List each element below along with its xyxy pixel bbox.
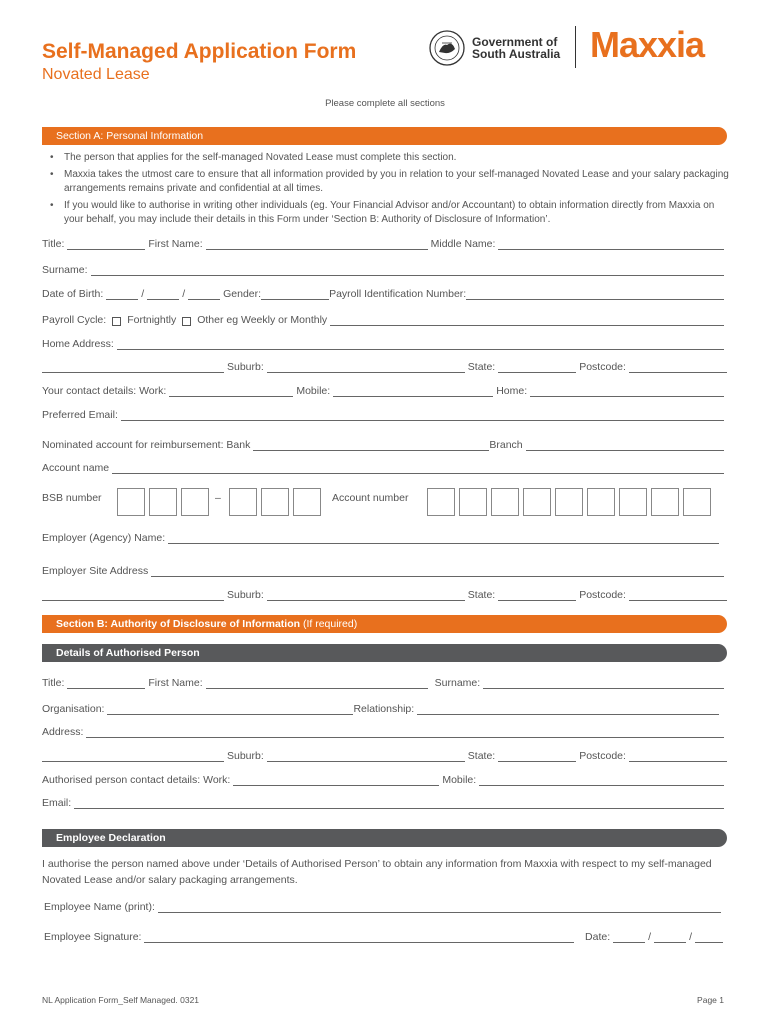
postcode-field[interactable]	[629, 361, 727, 373]
middle-name-label: Middle Name:	[430, 238, 496, 250]
account-name-row	[42, 462, 727, 474]
surname-field[interactable]	[91, 264, 724, 276]
declaration-text: I authorise the person named above under ‘Details of Authorised Person’ to obtain any information from Maxxia with respect to my self-managed Novated Lease and/or salary packaging arrangements.	[42, 858, 712, 886]
other-cycle-checkbox[interactable]	[182, 317, 191, 326]
date-day-field[interactable]	[613, 931, 645, 943]
middle-name-field[interactable]	[498, 238, 724, 250]
section-b-heading-text: Section B: Authority of Disclosure of Information	[56, 618, 301, 630]
footer-page-number: Page 1	[697, 995, 724, 1005]
auth-title-label: Title:	[42, 677, 65, 689]
title-field[interactable]	[67, 238, 145, 250]
government-line-2: South Australia	[472, 47, 561, 61]
auth-contact-work-label: Authorised person contact details: Work:	[42, 774, 231, 786]
employer-suburb-field[interactable]	[267, 589, 465, 601]
date-separator: /	[648, 931, 652, 943]
mobile-field[interactable]	[333, 385, 493, 397]
bsb-digit-box[interactable]	[181, 488, 209, 516]
bank-field[interactable]	[253, 439, 489, 451]
contact-row	[42, 385, 727, 397]
date-year-field[interactable]	[695, 931, 723, 943]
auth-address-label: Address:	[42, 726, 84, 738]
auth-first-name-label: First Name:	[148, 677, 203, 689]
payroll-cycle-row	[42, 314, 727, 326]
employer-postcode-field[interactable]	[629, 589, 727, 601]
first-name-field[interactable]	[206, 238, 428, 250]
dob-month-field[interactable]	[147, 288, 179, 300]
dob-separator: /	[182, 288, 186, 300]
surname-label: Surname:	[42, 264, 88, 276]
declaration-heading-text: Employee Declaration	[56, 832, 166, 844]
auth-first-name-field[interactable]	[206, 677, 428, 689]
form-title: Self-Managed Application Form	[42, 40, 357, 63]
government-logo-text	[472, 36, 560, 60]
fortnightly-label: Fortnightly	[127, 314, 177, 326]
home-address-row	[42, 338, 727, 350]
account-name-field[interactable]	[112, 462, 724, 474]
email-field[interactable]	[121, 409, 724, 421]
gender-label: Gender:	[223, 288, 262, 300]
employer-field[interactable]	[168, 532, 719, 544]
declaration-heading	[42, 829, 727, 847]
home-phone-field[interactable]	[530, 385, 724, 397]
bsb-digit-box[interactable]	[293, 488, 321, 516]
auth-suburb-field[interactable]	[267, 750, 465, 762]
dob-row	[42, 288, 727, 300]
section-b-heading	[42, 615, 727, 633]
first-name-label: First Name:	[148, 238, 203, 250]
maxxia-logo: Maxxia	[590, 24, 705, 65]
signature-row	[44, 931, 723, 943]
auth-title-field[interactable]	[67, 677, 145, 689]
form-subtitle: Novated Lease	[42, 66, 150, 83]
bank-label: Nominated account for reimbursement: Bank	[42, 439, 251, 451]
home-address-label: Home Address:	[42, 338, 114, 350]
dob-year-field[interactable]	[188, 288, 220, 300]
bullet-item: • If you would like to authorise in writing other individuals (eg. Your Financial Advisor and/or Accountant) to obtain information directly from Maxxia on your behalf, you may include their details in this Form under ‘Section B: Authority of Disclosure of Information’.	[50, 199, 730, 228]
suburb-label: Suburb:	[227, 361, 264, 373]
postcode-label: Postcode:	[579, 750, 626, 762]
other-cycle-label: Other eg Weekly or Monthly	[197, 314, 328, 326]
employee-name-label: Employee Name (print):	[44, 901, 155, 913]
organisation-field[interactable]	[107, 703, 353, 715]
account-digit-box[interactable]	[555, 488, 583, 516]
section-a-bullets	[50, 151, 730, 230]
branch-field[interactable]	[526, 439, 724, 451]
auth-surname-field[interactable]	[483, 677, 724, 689]
gender-field[interactable]	[261, 288, 329, 300]
auth-state-field[interactable]	[498, 750, 576, 762]
auth-email-label: Email:	[42, 797, 72, 809]
bsb-digit-box[interactable]	[117, 488, 145, 516]
other-cycle-field[interactable]	[330, 314, 724, 326]
email-label: Preferred Email:	[42, 409, 118, 421]
employer-site-label: Employer Site Address	[42, 565, 149, 577]
employer-site-row	[42, 565, 727, 577]
state-field[interactable]	[498, 361, 576, 373]
surname-row	[42, 264, 727, 276]
suburb-row	[42, 361, 727, 373]
relationship-field[interactable]	[417, 703, 719, 715]
account-name-label: Account name	[42, 462, 110, 474]
home-address-field[interactable]	[117, 338, 724, 350]
footer-form-code: NL Application Form_Self Managed. 0321	[42, 995, 200, 1005]
payroll-id-field[interactable]	[466, 288, 724, 300]
contact-work-label: Your contact details: Work:	[42, 385, 167, 397]
government-line-1: Government of	[472, 35, 558, 49]
dob-separator: /	[141, 288, 145, 300]
fortnightly-checkbox[interactable]	[112, 317, 121, 326]
postcode-label: Postcode:	[579, 361, 626, 373]
employer-row	[42, 532, 722, 544]
payroll-id-label: Payroll Identification Number:	[329, 288, 467, 300]
bsb-digit-box[interactable]	[229, 488, 257, 516]
payroll-cycle-label: Payroll Cycle:	[42, 314, 107, 326]
account-digit-box[interactable]	[427, 488, 455, 516]
section-a-heading-text: Section A: Personal Information	[56, 130, 204, 142]
auth-name-row	[42, 677, 727, 689]
account-digit-box[interactable]	[459, 488, 487, 516]
employer-state-field[interactable]	[498, 589, 576, 601]
auth-surname-label: Surname:	[434, 677, 481, 689]
bsb-digit-box[interactable]	[149, 488, 177, 516]
employee-name-row	[44, 901, 724, 913]
logo-divider	[575, 26, 576, 68]
date-label: Date:	[585, 931, 611, 943]
auth-suburb-row	[42, 750, 727, 762]
signature-label: Employee Signature:	[44, 931, 142, 943]
postcode-label: Postcode:	[579, 589, 626, 601]
suburb-label: Suburb:	[227, 589, 264, 601]
auth-postcode-field[interactable]	[629, 750, 727, 762]
dob-label: Date of Birth:	[42, 288, 104, 300]
state-label: State:	[467, 361, 496, 373]
section-a-heading	[42, 127, 727, 145]
account-digit-box[interactable]	[651, 488, 679, 516]
signature-field[interactable]	[144, 931, 574, 943]
authorised-person-heading	[42, 644, 727, 662]
work-phone-field[interactable]	[169, 385, 293, 397]
account-digit-box[interactable]	[683, 488, 711, 516]
auth-contact-row	[42, 774, 727, 786]
email-row	[42, 409, 727, 421]
date-month-field[interactable]	[654, 931, 686, 943]
title-label: Title:	[42, 238, 65, 250]
auth-work-phone-field[interactable]	[233, 774, 439, 786]
auth-mobile-label: Mobile:	[442, 774, 477, 786]
account-number-label: Account number	[332, 492, 409, 504]
authorised-person-heading-text: Details of Authorised Person	[56, 647, 200, 659]
employer-site-field[interactable]	[151, 565, 724, 577]
auth-mobile-field[interactable]	[479, 774, 724, 786]
name-row	[42, 238, 727, 250]
suburb-field[interactable]	[267, 361, 465, 373]
relationship-label: Relationship:	[353, 703, 415, 715]
auth-address-line-field[interactable]	[42, 750, 224, 762]
employer-address-line-field[interactable]	[42, 589, 224, 601]
mobile-label: Mobile:	[296, 385, 331, 397]
auth-address-field[interactable]	[86, 726, 724, 738]
bullet-item: • The person that applies for the self-managed Novated Lease must complete this section.	[50, 151, 730, 166]
date-separator: /	[689, 931, 692, 943]
account-digit-box[interactable]	[491, 488, 519, 516]
account-digit-box[interactable]	[587, 488, 615, 516]
bullet-item: • Maxxia takes the utmost care to ensure that all information provided by you in relation to your self-managed Novated Lease and your salary packaging arrangements remains private and confidential at all times.	[50, 168, 730, 197]
bsb-dash: –	[215, 492, 221, 504]
dob-day-field[interactable]	[106, 288, 138, 300]
state-label: State:	[467, 750, 496, 762]
sa-government-crest-icon	[428, 29, 466, 67]
bsb-digit-box[interactable]	[261, 488, 289, 516]
suburb-label: Suburb:	[227, 750, 264, 762]
account-digit-box[interactable]	[523, 488, 551, 516]
state-label: State:	[467, 589, 496, 601]
address-line-field[interactable]	[42, 361, 224, 373]
organisation-label: Organisation:	[42, 703, 105, 715]
bsb-label: BSB number	[42, 492, 102, 504]
employer-label: Employer (Agency) Name:	[42, 532, 166, 544]
employee-name-field[interactable]	[158, 901, 721, 913]
account-digit-box[interactable]	[619, 488, 647, 516]
instruction-note: Please complete all sections	[325, 98, 445, 109]
employer-suburb-row	[42, 589, 727, 601]
organisation-row	[42, 703, 722, 715]
auth-email-row	[42, 797, 727, 809]
branch-label: Branch	[489, 439, 523, 451]
auth-email-field[interactable]	[74, 797, 724, 809]
auth-address-row	[42, 726, 727, 738]
section-b-heading-note: (If required)	[300, 618, 358, 630]
home-phone-label: Home:	[496, 385, 528, 397]
bank-row	[42, 439, 727, 451]
